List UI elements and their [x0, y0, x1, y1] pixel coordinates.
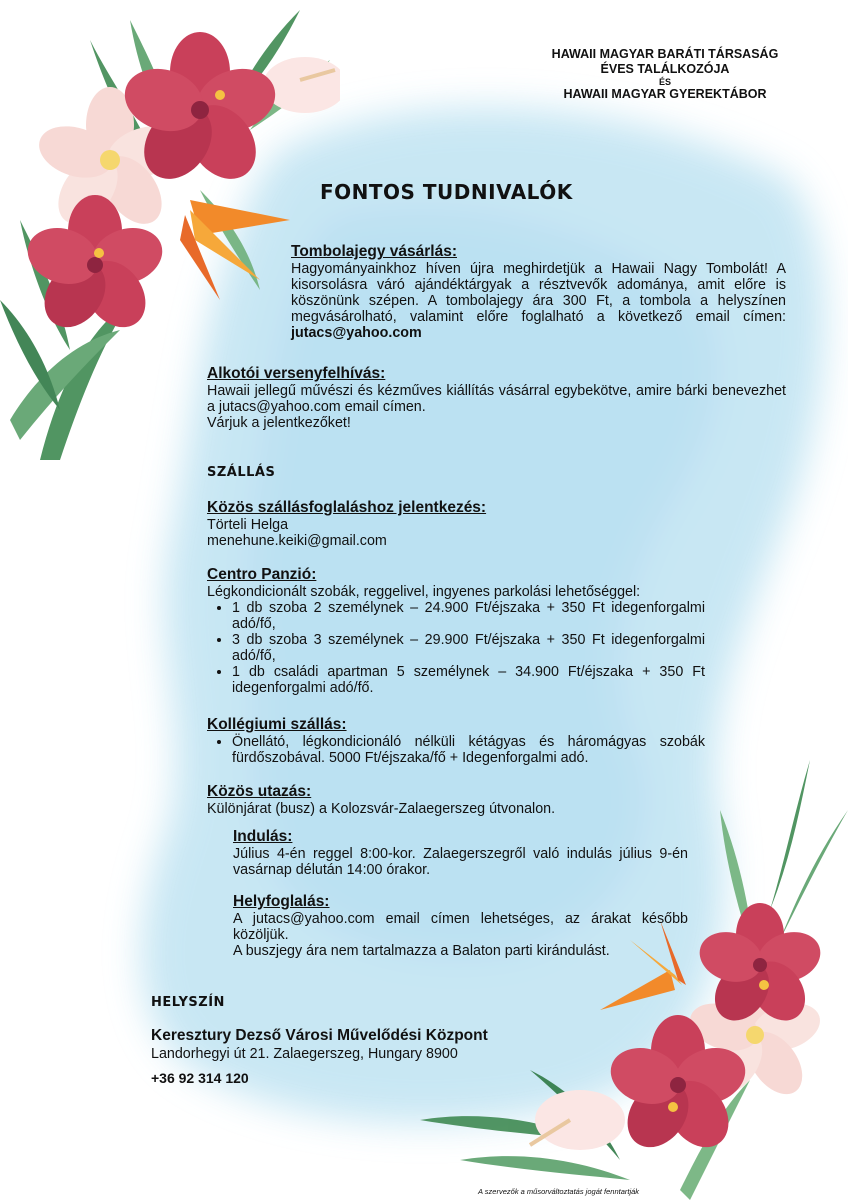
- list-item: • 1 db családi apartman 5 személynek – 34.900 Ft/éjszaka + 350 Ft idegenforgalmi adó/fő.: [232, 664, 705, 696]
- centro-room-list: [207, 600, 705, 696]
- tombola-heading: Tombolajegy vásárlás:: [291, 243, 457, 260]
- alkotoi-text: Hawaii jellegű művészi és kézműves kiállítás vásárral egybekötve, amire bárki benevezhet a jutacs@yahoo.com email címen.: [207, 383, 786, 415]
- departure-heading: Indulás:: [233, 828, 293, 845]
- list-item: • Önellátó, légkondicionáló nélküli kétágyas és háromágyas szobák fürdőszobával. 5000 Ft/éjszaka/fő + Idegenforgalmi adó.: [232, 734, 705, 766]
- tombola-email[interactable]: jutacs@yahoo.com: [291, 325, 422, 341]
- footer-disclaimer: A szervezők a műsorváltoztatás jogát fenntartják: [478, 1187, 640, 1196]
- floral-bottom-right-decoration: [420, 750, 848, 1200]
- booking-contact-email[interactable]: menehune.keiki@gmail.com: [207, 533, 387, 549]
- travel-text: Különjárat (busz) a Kolozsvár-Zalaegerszeg útvonalon.: [207, 801, 556, 817]
- venue-address: Landorhegyi út 21. Zalaegerszeg, Hungary 8900: [151, 1046, 458, 1062]
- travel-heading: Közös utazás:: [207, 783, 312, 800]
- travel-section: [207, 783, 705, 817]
- kollegium-heading: Kollégiumi szállás:: [207, 716, 347, 733]
- organization-header: [520, 47, 810, 102]
- szallas-heading: SZÁLLÁS: [207, 465, 276, 480]
- list-item: • 1 db szoba 2 személynek – 24.900 Ft/éjszaka + 350 Ft idegenforgalmi adó/fő,: [232, 600, 705, 632]
- page-title: FONTOS TUDNIVALÓK: [320, 180, 573, 204]
- alkotoi-closing: Várjuk a jelentkezőket!: [207, 415, 351, 431]
- centro-heading: Centro Panzió:: [207, 566, 317, 583]
- alkotoi-heading: Alkotói versenyfelhívás:: [207, 365, 386, 382]
- tombola-section: [291, 243, 786, 341]
- kollegium-section: [207, 716, 705, 766]
- departure-text: Július 4-én reggel 8:00-kor. Zalaegerszegről való indulás július 9-én vasárnap délután 14:00 órakor.: [233, 846, 688, 878]
- venue-heading: HELYSZÍN: [151, 995, 225, 1010]
- booking-contact-heading: Közös szállásfoglaláshoz jelentkezés:: [207, 499, 487, 516]
- reservation-heading: Helyfoglalás:: [233, 893, 330, 910]
- list-item: • 3 db szoba 3 személynek – 29.900 Ft/éjszaka + 350 Ft idegenforgalmi adó/fő,: [232, 632, 705, 664]
- venue-phone[interactable]: +36 92 314 120: [151, 1070, 249, 1086]
- reservation-note: A buszjegy ára nem tartalmazza a Balaton parti kirándulást.: [233, 943, 610, 959]
- centro-intro: Légkondicionált szobák, reggelivel, ingyenes parkolási lehetőséggel:: [207, 584, 641, 600]
- departure-section: [233, 828, 688, 878]
- conjunction: ÉS: [658, 77, 671, 87]
- booking-contact-section: [207, 499, 707, 549]
- tombola-text: Hagyományainkhoz híven újra meghirdetjük a Hawaii Nagy Tombolát! A kisorsolásra váró ajándéktárgyak a résztvevők adománya, amit előre is köszönünk szépen. A tombolajegy ára 300 Ft, a tombola a helyszínen megvásárolható, valamint előre foglalható a következő email címen: jutacs@yahoo.com: [291, 261, 786, 341]
- camp-name: HAWAII MAGYAR GYEREKTÁBOR: [563, 87, 767, 101]
- centro-section: [207, 566, 705, 696]
- reservation-section: [233, 893, 688, 959]
- booking-contact-name: Törteli Helga: [207, 517, 289, 533]
- reservation-text: A jutacs@yahoo.com email címen lehetséges, az árakat később közöljük.: [233, 911, 688, 943]
- event-name: ÉVES TALÁLKOZÓJA: [600, 62, 730, 76]
- org-name: HAWAII MAGYAR BARÁTI TÁRSASÁG: [551, 47, 779, 61]
- kollegium-list: [207, 734, 705, 766]
- venue-name: Keresztury Dezső Városi Művelődési Központ: [151, 1027, 488, 1044]
- alkotoi-section: [207, 365, 786, 431]
